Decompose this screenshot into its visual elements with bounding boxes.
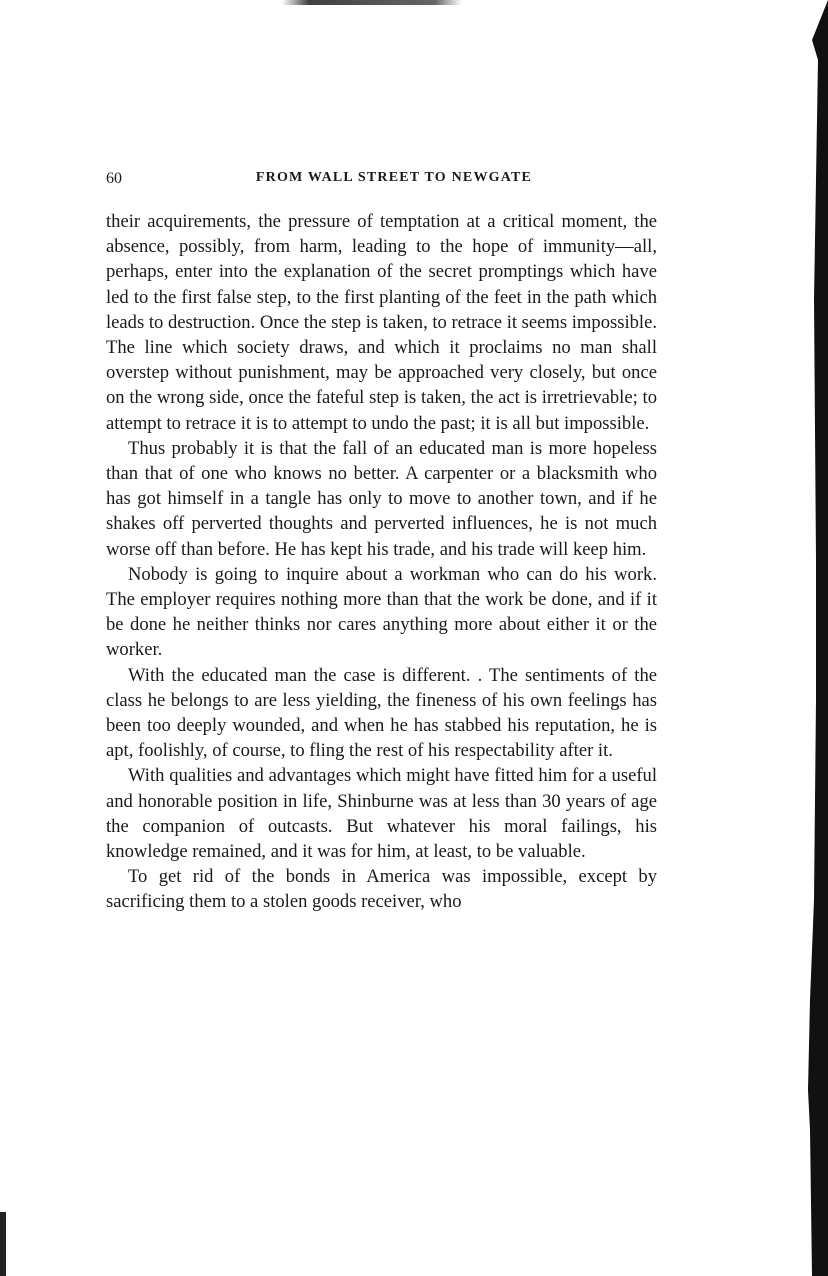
- paragraph: With qualities and advantages which might have fitted him for a useful and honorable position in life, Shinburne was at less than 30 years of age the companion of outcasts. But whatever his moral failings, his knowledge remained, and it was for him, at least, to be valuable.: [106, 765, 657, 863]
- page-header: [106, 170, 658, 192]
- paragraph: Thus probably it is that the fall of an educated man is more hopeless than that of one who knows no better. A carpenter or a blacksmith who has got himself in a tangle has only to move to another town, and if he shakes off perverted thoughts and perverted influences, he is not much worse off than before. He has kept his trade, and his trade will keep him.: [106, 437, 657, 560]
- scan-edge-left: [0, 1212, 6, 1276]
- scan-edge-top: [282, 0, 462, 5]
- scan-edge-right: [798, 0, 828, 1276]
- body-text: [106, 209, 657, 915]
- paragraph: their acquirements, the pressure of temptation at a critical moment, the absence, possibly, from harm, leading to the hope of immunity—all, perhaps, enter into the explanation of the secret promptings which have led to the first false step, to the first planting of the feet in the path which leads to destruction. Once the step is taken, to retrace it seems impossible. The line which society draws, and which it proclaims no man shall overstep without punishment, may be approached very closely, but once on the wrong side, once the fateful step is taken, the act is irretrievable; to attempt to retrace it is to attempt to undo the past; it is all but impossible.: [106, 211, 657, 434]
- paragraph: Nobody is going to inquire about a workman who can do his work. The employer requires nothing more than that the work be done, and if it be done he neither thinks nor cares anything more about either it or the worker.: [106, 563, 657, 661]
- page-number: 60: [106, 170, 122, 187]
- running-title: FROM WALL STREET TO NEWGATE: [255, 170, 533, 185]
- paragraph: To get rid of the bonds in America was impossible, except by sacrificing them to a stolen goods receiver, who: [106, 866, 657, 913]
- paragraph: With the educated man the case is different. . The sentiments of the class he belongs to are less yielding, the fineness of his own feelings has been too deeply wounded, and when he has stabbed his reputation, he is apt, foolishly, of course, to fling the rest of his respectability after it.: [106, 664, 657, 762]
